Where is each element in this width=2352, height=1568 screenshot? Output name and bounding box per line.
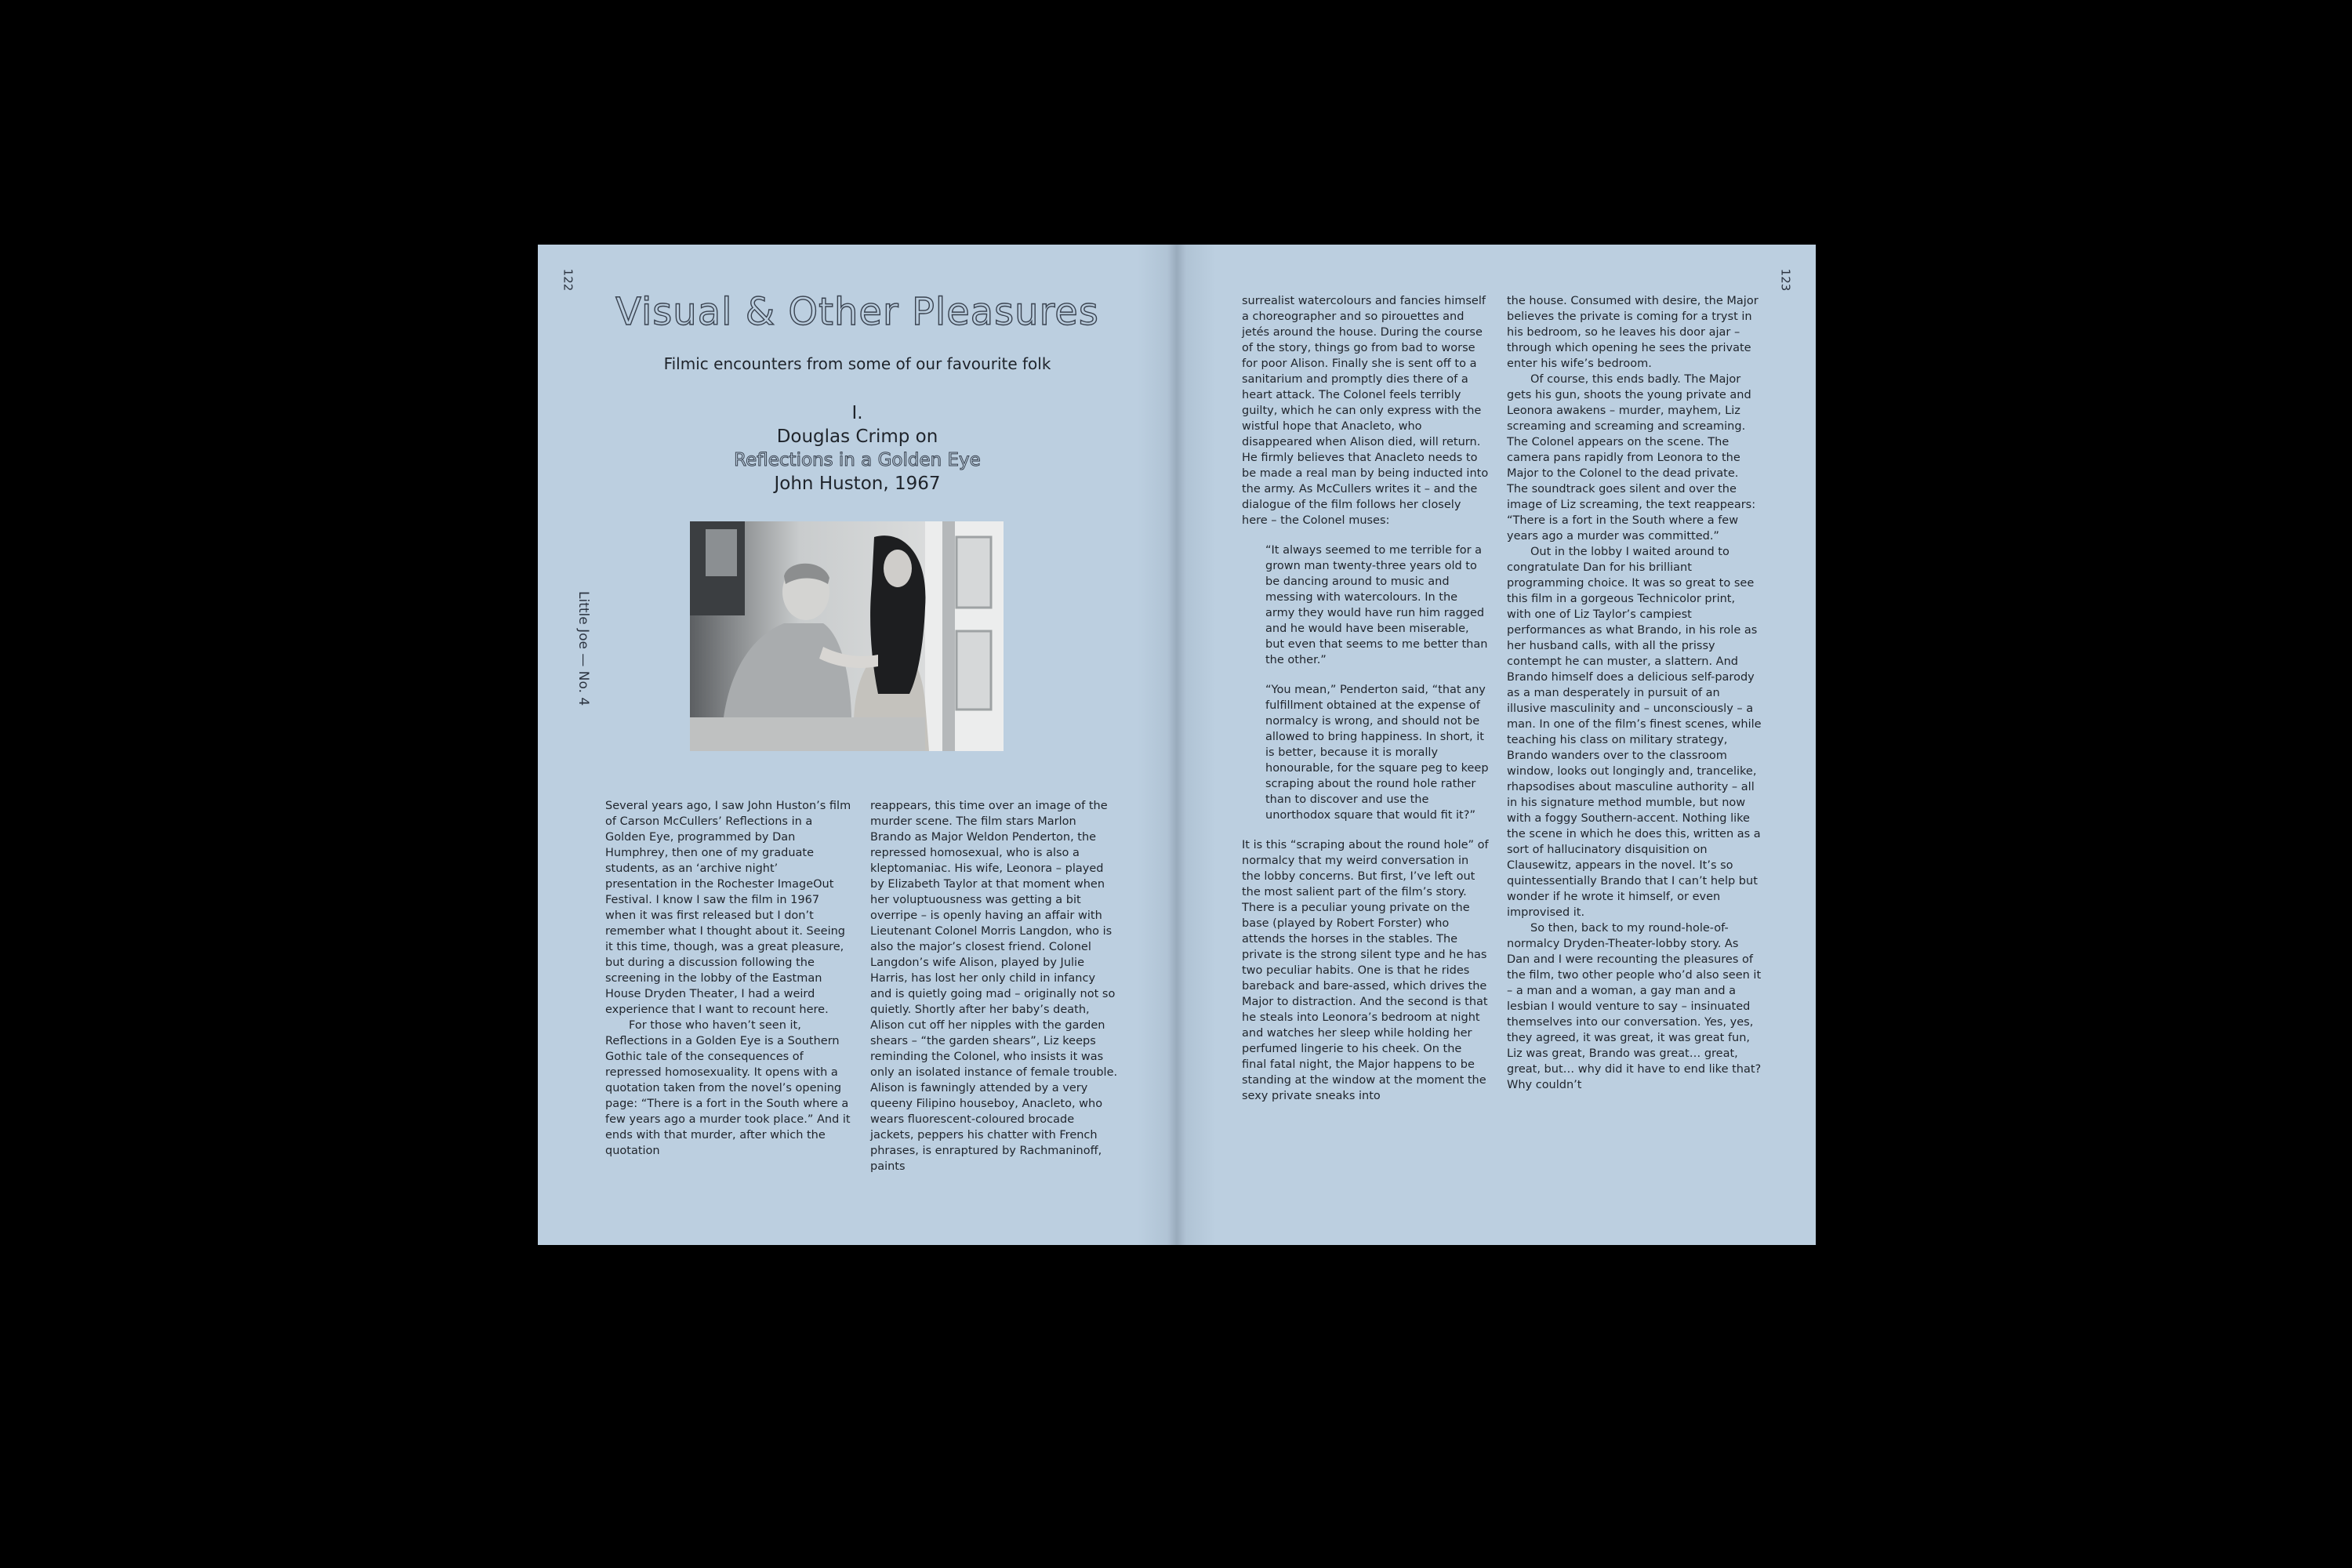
body-column-2 xyxy=(870,798,1118,1174)
magazine-spread xyxy=(538,245,1816,1245)
article-deck: Filmic encounters from some of our favourite folk xyxy=(663,354,1051,373)
left-page xyxy=(538,245,1177,1245)
section-film-title: Reflections in a Golden Eye xyxy=(734,450,981,470)
body-column-1 xyxy=(605,798,853,1159)
section-author: Douglas Crimp on xyxy=(776,426,938,447)
article-title: Visual & Other Pleasures xyxy=(615,290,1099,334)
section-numeral: I. xyxy=(851,403,863,423)
paragraph: the house. Consumed with desire, the Major believes the private is coming for a tryst in his bedroom, so he leaves his door ajar – through which opening he sees the private enter his wife’s bedroom. xyxy=(1507,295,1759,370)
block-quote: “It always seemed to me terrible for a grown man twenty-three years old to be dancing around to music and messing with watercolours. In the army they would have run him ragged and he would have been miserable, but even that seems to me better than the other.” xyxy=(1265,544,1488,666)
film-still-photo xyxy=(690,521,1004,751)
paragraph: Out in the lobby I waited around to congratulate Dan for his brilliant programming choice. It was so great to see this film in a gorgeous Technicolor print, with one of Liz Taylor’s campiest performances as what Brando, in his role as her husband calls, with all the prissy contempt he can muster, a slattern. And Brando himself does a delicious self-parody as a man desperately in pursuit of an illusive masculinity and – unconsciously – a man. In one of the film’s finest scenes, while teaching his class on military strategy, Brando wanders over to the classroom window, looks out longingly and, trancelike, rhapsodises about masculine authority – all in his signature method mumble, but now with a foggy Southern-accent. Nothing like the scene in which he does this, written as a sort of hallucinatory disquisition on Clausewitz, appears in the novel. It’s so quintessentially Brando that I can’t help but wonder if he wrote it himself, or even improvised it. xyxy=(1507,546,1762,919)
page-number-right: 123 xyxy=(1778,268,1793,292)
paragraph: surrealist watercolours and fancies himself a choreographer and so pirouettes and jetés around the house. During the course of the story, things go from bad to worse for poor Alison. Finally she is sent off to a sanitarium and promptly dies there of a heart attack. The Colonel feels terribly guilty, which he can only express with the wistful hope that Anacleto, who disappeared when Alison died, will return. He firmly believes that Anacleto needs to be made a real man by being inducted into the army. As McCullers writes it – and the dialogue of the film follows her closely here – the Colonel muses: xyxy=(1242,295,1489,527)
running-head: Little Joe — No. 4 xyxy=(575,591,591,706)
photo-illustration xyxy=(690,521,1004,751)
paragraph: So then, back to my round-hole-of-normalcy Dryden-Theater-lobby story. As Dan and I were recounting the pleasures of the film, two other people who’d also seen it – a man and a woman, a gay man and a lesbian I would venture to say – insinuated themselves into our conversation. Yes, yes, they agreed, it was great, it was great fun, Liz was great, Brando was great… great, great, but… why did it have to end like that? Why couldn’t xyxy=(1507,922,1762,1091)
block-quote: “You mean,” Penderton said, “that any fulfillment obtained at the expense of normalcy is wrong, and should not be allowed to bring happiness. In short, it is better, because it is morally honourable, for the square peg to keep scraping about the round hole rather than to discover and use the unorthodox square that would fit it?” xyxy=(1265,684,1489,822)
section-heading xyxy=(538,401,1177,495)
body-column-4 xyxy=(1507,293,1762,1093)
paragraph: Several years ago, I saw John Huston’s film of Carson McCullers’ Reflections in a Golden Eye, programmed by Dan Humphrey, then one of my graduate students, as an ‘archive night’ presentation in the Rochester ImageOut Festival. I know I saw the film in 1967 when it was first released but I don’t remember what I thought about it. Seeing it this time, though, was a great pleasure, but during a discussion following the screening in the lobby of the Eastman House Dryden Theater, I had a weird experience that I want to recount here. xyxy=(605,800,851,1016)
right-page xyxy=(1177,245,1816,1245)
body-column-3 xyxy=(1242,293,1490,1104)
page-number-left: 122 xyxy=(561,268,575,292)
section-film-credit: John Huston, 1967 xyxy=(774,474,941,494)
paragraph: reappears, this time over an image of the murder scene. The film stars Marlon Brando as Major Weldon Penderton, the repressed homosexual, who is also a kleptomaniac. His wife, Leonora – played by Elizabeth Taylor at that moment when her voluptuousness was getting a bit overripe – is openly having an affair with Lieutenant Colonel Morris Langdon, who is also the major’s closest friend. Colonel Langdon’s wife Alison, played by Julie Harris, has lost her only child in infancy and is quietly going mad – originally not so quietly. Shortly after her baby’s death, Alison cut off her nipples with the garden shears – “the garden shears”, Liz keeps reminding the Colonel, who insists it was only an isolated instance of female trouble. Alison is fawningly attended by a very queeny Filipino houseboy, Anacleto, who wears fluorescent-coloured brocade jackets, peppers his chatter with French phrases, is enraptured by Rachmaninoff, paints xyxy=(870,800,1118,1173)
paragraph: For those who haven’t seen it, Reflections in a Golden Eye is a Southern Gothic tale of the consequences of repressed homosexuality. It opens with a quotation taken from the novel’s opening page: “There is a fort in the South where a few years ago a murder took place.” And it ends with that murder, after which the quotation xyxy=(605,1019,851,1157)
paragraph: It is this “scraping about the round hole” of normalcy that my weird conversation in the lobby concerns. But first, I’ve left out the most salient part of the film’s story. There is a peculiar young private on the base (played by Robert Forster) who attends the horses in the stables. The private is the strong silent type and he has two peculiar habits. One is that he rides bareback and bare-assed, which drives the Major to distraction. And the second is that he steals into Leonora’s bedroom at night and watches her sleep while holding her perfumed lingerie to his cheek. On the final fatal night, the Major happens to be standing at the window at the moment the sexy private sneaks into xyxy=(1242,839,1489,1102)
paragraph: Of course, this ends badly. The Major gets his gun, shoots the young private and Leonora awakens – murder, mayhem, Liz screaming and screaming and screaming. The Colonel appears on the scene. The camera pans rapidly from Leonora to the Major to the Colonel to the dead private. The soundtrack goes silent and over the image of Liz screaming, the text reappears: “There is a fort in the South where a few years ago a murder was committed.” xyxy=(1507,373,1756,543)
